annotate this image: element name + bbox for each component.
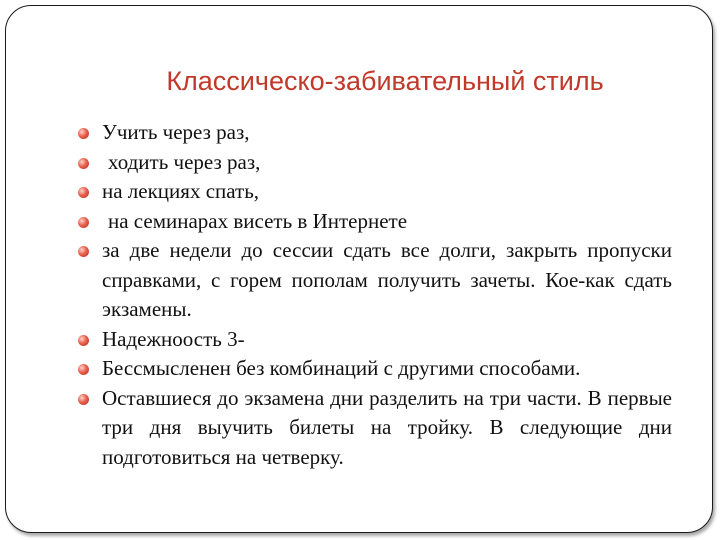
slide-title-text: Классическо-забивательный стиль: [166, 66, 604, 96]
list-item-text: за две недели до сессии сдать все долги, закрыть пропуски справками, с горем пополам получить зачеты. Кое-как сдать экзамены.: [102, 238, 672, 321]
bullet-dot-icon: [78, 364, 89, 375]
list-item: [78, 325, 672, 355]
list-item: [78, 148, 672, 178]
list-item: [78, 384, 672, 473]
list-item: [78, 207, 672, 237]
bullet-dot-icon: [78, 335, 89, 346]
bullet-dot-icon: [78, 394, 89, 405]
list-item-text: Оставшиеся до экзамена дни разделить на три части. В первые три дня выучить билеты на тройку. В следующие дни подготовиться на четверку.: [102, 385, 672, 469]
list-item-text: на лекциях спать,: [102, 179, 260, 203]
bullet-dot-icon: [78, 187, 89, 198]
bullet-dot-icon: [78, 246, 89, 257]
list-item-text: ходить через раз,: [108, 149, 261, 174]
list-item-text: на семинарах висеть в Интернете: [108, 208, 408, 233]
list-item: [78, 177, 672, 207]
list-item-text: Надежноость 3-: [102, 326, 245, 351]
bullet-list: [78, 118, 672, 472]
slide-title: [0, 66, 720, 97]
list-item: [78, 236, 672, 325]
list-item: [78, 354, 672, 384]
list-item-text: Учить через раз,: [102, 120, 250, 144]
bullet-dot-icon: [78, 128, 89, 139]
list-item: [78, 118, 672, 148]
bullet-dot-icon: [78, 217, 89, 228]
list-item-text: Бессмысленен без комбинаций с другими способами.: [102, 356, 581, 380]
bullet-dot-icon: [78, 158, 89, 169]
